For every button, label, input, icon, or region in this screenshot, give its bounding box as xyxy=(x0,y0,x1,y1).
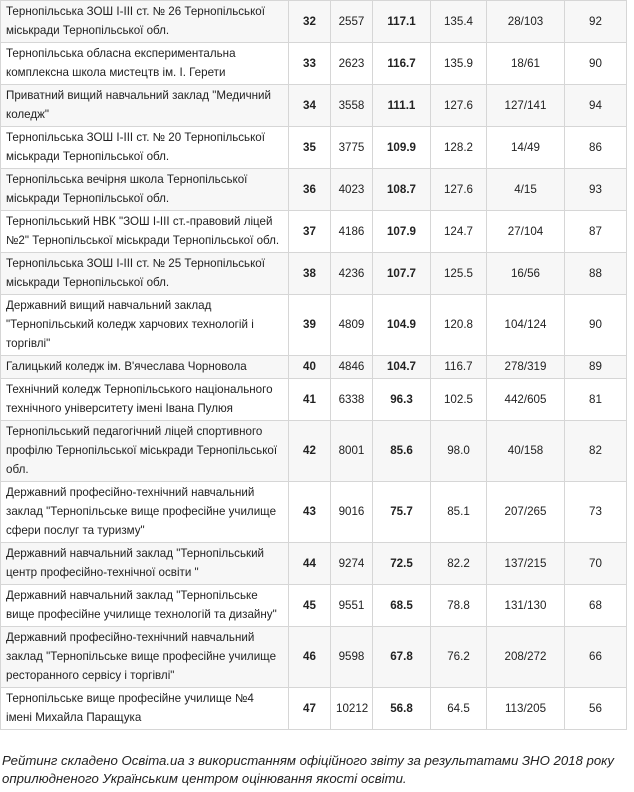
score-cell: 85.6 xyxy=(373,421,431,482)
place-cell: 33 xyxy=(289,43,331,85)
percent-cell: 93 xyxy=(565,169,627,211)
table-row xyxy=(1,85,627,127)
school-name-cell: Галицький коледж ім. В'ячеслава Чорновола xyxy=(1,356,289,379)
school-name-cell: Державний професійно-технічний навчальний заклад "Тернопільське вище професійне училище ресторанного сервісу і торгівлі" xyxy=(1,627,289,688)
school-name-cell: Тернопільська ЗОШ І-ІІІ ст. № 20 Тернопільської міськради Тернопільської обл. xyxy=(1,127,289,169)
average-cell: 64.5 xyxy=(431,688,487,730)
school-name-cell: Тернопільська обласна експериментальна комплексна школа мистецтв ім. І. Герети xyxy=(1,43,289,85)
average-cell: 135.9 xyxy=(431,43,487,85)
school-name-cell: Тернопільський НВК "ЗОШ І-ІІІ ст.-правовий ліцей №2" Тернопільської міськради Тернопільської обл. xyxy=(1,211,289,253)
school-name-cell: Тернопільська ЗОШ І-ІІІ ст. № 26 Тернопільської міськради Тернопільської обл. xyxy=(1,1,289,43)
percent-cell: 68 xyxy=(565,585,627,627)
participants-cell: 442/605 xyxy=(487,379,565,421)
average-cell: 120.8 xyxy=(431,295,487,356)
percent-cell: 94 xyxy=(565,85,627,127)
place-cell: 40 xyxy=(289,356,331,379)
percent-cell: 90 xyxy=(565,295,627,356)
rank-cell: 9274 xyxy=(331,543,373,585)
score-cell: 96.3 xyxy=(373,379,431,421)
participants-cell: 40/158 xyxy=(487,421,565,482)
percent-cell: 56 xyxy=(565,688,627,730)
average-cell: 76.2 xyxy=(431,627,487,688)
place-cell: 46 xyxy=(289,627,331,688)
average-cell: 98.0 xyxy=(431,421,487,482)
average-cell: 82.2 xyxy=(431,543,487,585)
table-row xyxy=(1,211,627,253)
school-name-cell: Тернопільська вечірня школа Тернопільської міськради Тернопільської обл. xyxy=(1,169,289,211)
percent-cell: 73 xyxy=(565,482,627,543)
percent-cell: 89 xyxy=(565,356,627,379)
percent-cell: 81 xyxy=(565,379,627,421)
place-cell: 39 xyxy=(289,295,331,356)
percent-cell: 87 xyxy=(565,211,627,253)
place-cell: 36 xyxy=(289,169,331,211)
rank-cell: 3558 xyxy=(331,85,373,127)
place-cell: 34 xyxy=(289,85,331,127)
participants-cell: 104/124 xyxy=(487,295,565,356)
score-cell: 75.7 xyxy=(373,482,431,543)
place-cell: 43 xyxy=(289,482,331,543)
table-row xyxy=(1,169,627,211)
table-row xyxy=(1,585,627,627)
table-row xyxy=(1,688,627,730)
school-name-cell: Тернопільське вище професійне училище №4 імені Михайла Паращука xyxy=(1,688,289,730)
rank-cell: 4846 xyxy=(331,356,373,379)
percent-cell: 92 xyxy=(565,1,627,43)
table-row xyxy=(1,356,627,379)
school-name-cell: Державний навчальний заклад "Тернопільський центр професійно-технічної освіти " xyxy=(1,543,289,585)
score-cell: 107.9 xyxy=(373,211,431,253)
participants-cell: 14/49 xyxy=(487,127,565,169)
rank-cell: 6338 xyxy=(331,379,373,421)
score-cell: 108.7 xyxy=(373,169,431,211)
table-row xyxy=(1,482,627,543)
average-cell: 102.5 xyxy=(431,379,487,421)
percent-cell: 86 xyxy=(565,127,627,169)
place-cell: 38 xyxy=(289,253,331,295)
percent-cell: 66 xyxy=(565,627,627,688)
table-row xyxy=(1,627,627,688)
average-cell: 124.7 xyxy=(431,211,487,253)
participants-cell: 16/56 xyxy=(487,253,565,295)
rank-cell: 8001 xyxy=(331,421,373,482)
score-cell: 67.8 xyxy=(373,627,431,688)
table-row xyxy=(1,127,627,169)
table-row xyxy=(1,421,627,482)
participants-cell: 278/319 xyxy=(487,356,565,379)
participants-cell: 208/272 xyxy=(487,627,565,688)
table-row xyxy=(1,43,627,85)
rank-cell: 2623 xyxy=(331,43,373,85)
score-cell: 72.5 xyxy=(373,543,431,585)
place-cell: 44 xyxy=(289,543,331,585)
school-name-cell: Тернопільський педагогічний ліцей спортивного профілю Тернопільської міськради Тернопільської обл. xyxy=(1,421,289,482)
place-cell: 32 xyxy=(289,1,331,43)
participants-cell: 27/104 xyxy=(487,211,565,253)
participants-cell: 4/15 xyxy=(487,169,565,211)
table-row xyxy=(1,379,627,421)
place-cell: 42 xyxy=(289,421,331,482)
average-cell: 78.8 xyxy=(431,585,487,627)
participants-cell: 131/130 xyxy=(487,585,565,627)
ranking-table-body xyxy=(1,1,627,730)
participants-cell: 28/103 xyxy=(487,1,565,43)
score-cell: 107.7 xyxy=(373,253,431,295)
rank-cell: 4809 xyxy=(331,295,373,356)
rank-cell: 9016 xyxy=(331,482,373,543)
score-cell: 56.8 xyxy=(373,688,431,730)
table-row xyxy=(1,253,627,295)
percent-cell: 70 xyxy=(565,543,627,585)
place-cell: 47 xyxy=(289,688,331,730)
rank-cell: 9598 xyxy=(331,627,373,688)
score-cell: 116.7 xyxy=(373,43,431,85)
participants-cell: 127/141 xyxy=(487,85,565,127)
score-cell: 104.9 xyxy=(373,295,431,356)
average-cell: 128.2 xyxy=(431,127,487,169)
percent-cell: 90 xyxy=(565,43,627,85)
percent-cell: 88 xyxy=(565,253,627,295)
rank-cell: 3775 xyxy=(331,127,373,169)
average-cell: 127.6 xyxy=(431,85,487,127)
school-name-cell: Державний вищий навчальний заклад "Тернопільський коледж харчових технологій і торгівлі" xyxy=(1,295,289,356)
rank-cell: 9551 xyxy=(331,585,373,627)
school-name-cell: Державний навчальний заклад "Тернопільське вище професійне училище технологій та дизайну" xyxy=(1,585,289,627)
place-cell: 45 xyxy=(289,585,331,627)
average-cell: 127.6 xyxy=(431,169,487,211)
average-cell: 116.7 xyxy=(431,356,487,379)
average-cell: 125.5 xyxy=(431,253,487,295)
score-cell: 117.1 xyxy=(373,1,431,43)
rank-cell: 4023 xyxy=(331,169,373,211)
school-name-cell: Приватний вищий навчальний заклад "Медичний коледж" xyxy=(1,85,289,127)
participants-cell: 18/61 xyxy=(487,43,565,85)
school-name-cell: Державний професійно-технічний навчальний заклад "Тернопільське вище професійне училище сфери послуг та туризму" xyxy=(1,482,289,543)
rank-cell: 4186 xyxy=(331,211,373,253)
table-row xyxy=(1,543,627,585)
footnote: Рейтинг складено Освіта.ua з використанням офіційного звіту за результатами ЗНО 2018 року оприлюдненого Українським центром оцінювання якості освіти. xyxy=(2,753,614,786)
rank-cell: 4236 xyxy=(331,253,373,295)
table-row xyxy=(1,295,627,356)
average-cell: 85.1 xyxy=(431,482,487,543)
participants-cell: 113/205 xyxy=(487,688,565,730)
place-cell: 35 xyxy=(289,127,331,169)
percent-cell: 82 xyxy=(565,421,627,482)
table-row xyxy=(1,1,627,43)
participants-cell: 137/215 xyxy=(487,543,565,585)
score-cell: 104.7 xyxy=(373,356,431,379)
school-name-cell: Технічний коледж Тернопільського національного технічного університету імені Івана Пулюя xyxy=(1,379,289,421)
participants-cell: 207/265 xyxy=(487,482,565,543)
school-name-cell: Тернопільська ЗОШ І-ІІІ ст. № 25 Тернопільської міськради Тернопільської обл. xyxy=(1,253,289,295)
average-cell: 135.4 xyxy=(431,1,487,43)
score-cell: 68.5 xyxy=(373,585,431,627)
rank-cell: 2557 xyxy=(331,1,373,43)
rank-cell: 10212 xyxy=(331,688,373,730)
place-cell: 41 xyxy=(289,379,331,421)
place-cell: 37 xyxy=(289,211,331,253)
score-cell: 111.1 xyxy=(373,85,431,127)
score-cell: 109.9 xyxy=(373,127,431,169)
